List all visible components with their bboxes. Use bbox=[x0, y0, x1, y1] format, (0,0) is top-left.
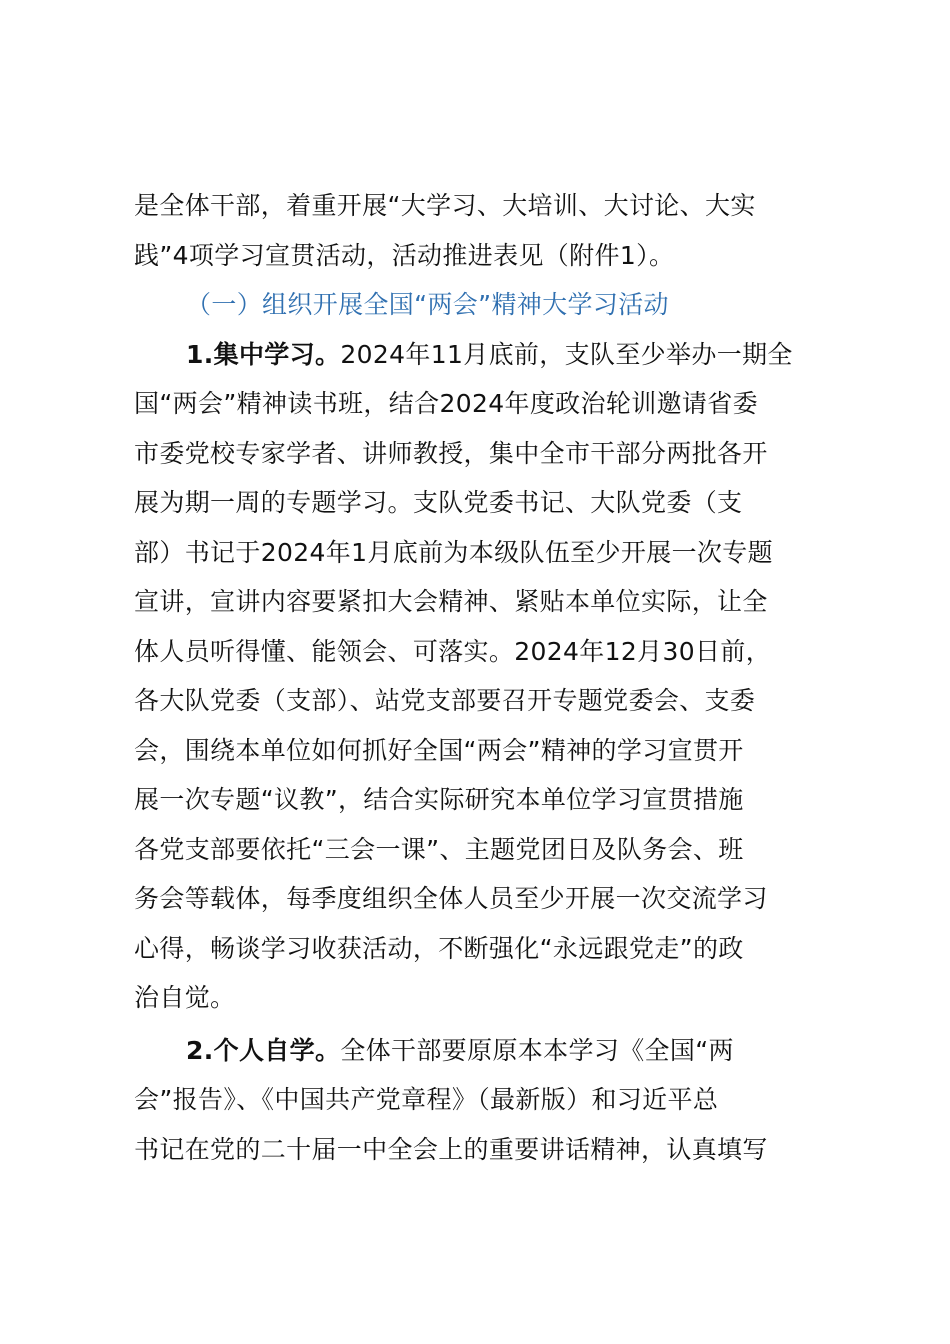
item1-line: 各大队党委（支部）、站党支部要召开专题党委会、支委 bbox=[134, 686, 756, 715]
item1-line: 展为期一周的专题学习。支队党委书记、大队党委（支 bbox=[134, 488, 743, 517]
intro-line-1: 是全体干部，着重开展“大学习、大培训、大讨论、大实 bbox=[134, 191, 756, 220]
item1-line: 各党支部要依托“三会一课”、主题党团日及队务会、班 bbox=[134, 834, 744, 864]
item1-first-line-text: 2024年11月底前，支队至少举办一期全 bbox=[340, 339, 793, 369]
item1-line: 务会等载体，每季度组织全体人员至少开展一次交流学习 bbox=[134, 884, 768, 913]
item2-title: 2.个人自学。 bbox=[186, 1035, 341, 1065]
item1-line: 心得，畅谈学习收获活动，不断强化“永远跟党走”的政 bbox=[134, 933, 744, 963]
item1-line: 展一次专题“议教”，结合实际研究本单位学习宣贯措施 bbox=[134, 785, 744, 814]
intro-line-2: 践”4项学习宣贯活动，活动推进表见（附件1）。 bbox=[134, 240, 675, 270]
item2-line: 会”报告》、《中国共产党章程》（最新版）和习近平总 bbox=[134, 1085, 719, 1114]
item2-line: 书记在党的二十届一中全会上的重要讲话精神，认真填写 bbox=[134, 1134, 768, 1164]
item1-line: 国“两会”精神读书班，结合2024年度政治轮训邀请省委 bbox=[134, 389, 758, 418]
item1-line: 宣讲，宣讲内容要紧扣大会精神、紧贴本单位实际，让全 bbox=[134, 587, 768, 616]
item1-line: 治自觉。 bbox=[134, 983, 236, 1012]
item1-line: 体人员听得懂、能领会、可落实。2024年12月30日前， bbox=[134, 636, 772, 666]
document-body bbox=[134, 181, 850, 1174]
item2-first-line bbox=[134, 1026, 850, 1076]
item1-line: 会，围绕本单位如何抓好全国“两会”精神的学习宣贯开 bbox=[134, 735, 744, 765]
item1-title: 1.集中学习。 bbox=[186, 339, 341, 369]
section-heading: （一）组织开展全国“两会”精神大学习活动 bbox=[186, 290, 669, 319]
item2-first-line-text: 全体干部要原原本本学习《全国“两 bbox=[340, 1035, 734, 1065]
item1-line: 部）书记于2024年1月底前为本级队伍至少开展一次专题 bbox=[134, 537, 773, 567]
item1-line: 市委党校专家学者、讲师教授，集中全市干部分两批各开 bbox=[134, 438, 768, 468]
item1-first-line bbox=[134, 330, 850, 380]
